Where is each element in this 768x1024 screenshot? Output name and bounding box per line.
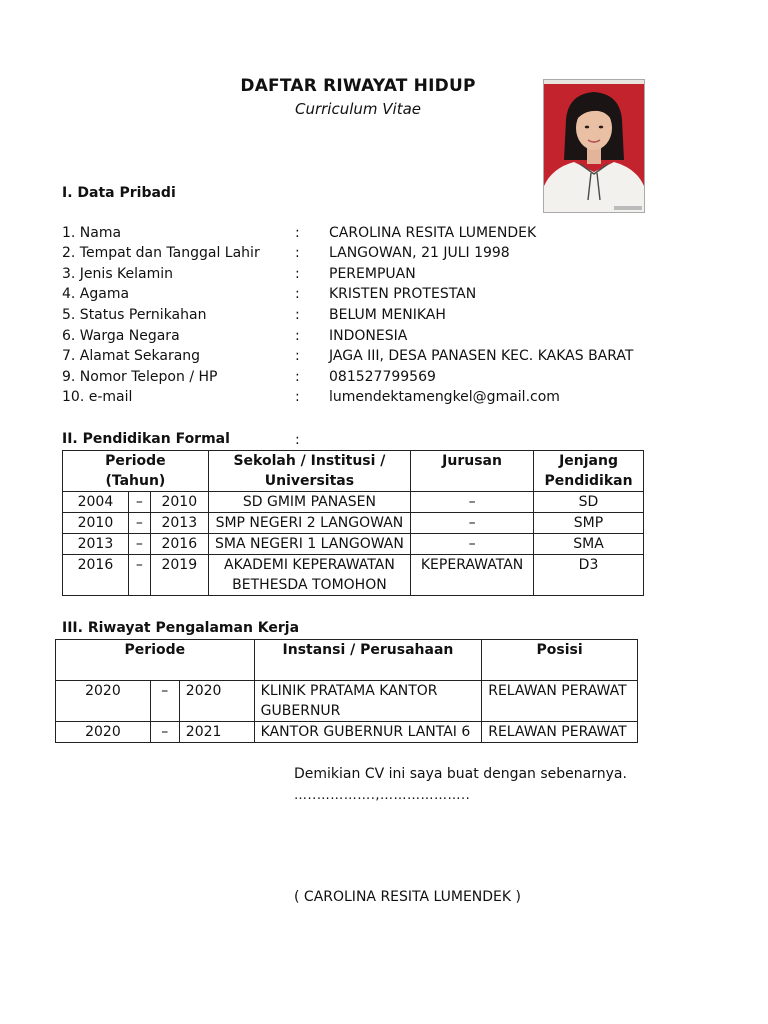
signature-name: ( CAROLINA RESITA LUMENDEK ) — [294, 889, 521, 905]
personal-value: INDONESIA — [329, 328, 408, 344]
email-link[interactable]: lumendektamengkel@gmail.com — [329, 389, 560, 405]
personal-value: LANGOWAN, 21 JULI 1998 — [329, 245, 510, 261]
education-level: SMA — [534, 534, 644, 555]
header-text: Universitas — [264, 473, 355, 489]
position: RELAWAN PERAWAT — [482, 722, 638, 743]
education-period-header — [63, 451, 209, 492]
education-school-header — [208, 451, 410, 492]
period-dash: – — [128, 513, 150, 534]
period-end: 2019 — [150, 555, 208, 596]
table-row — [56, 681, 638, 722]
work-period-header: Periode — [56, 640, 255, 681]
work-table — [55, 639, 638, 743]
period-end: 2013 — [150, 513, 208, 534]
personal-label: 10. e-mail — [62, 389, 133, 405]
header-text: Jurusan — [442, 453, 502, 469]
table-row — [63, 492, 644, 513]
work-header-row — [56, 640, 638, 681]
personal-value: BELUM MENIKAH — [329, 307, 446, 323]
place-date-line: …..………….,……………….. — [294, 788, 471, 803]
school-name — [208, 555, 410, 596]
personal-colon: : — [295, 328, 300, 344]
header-text: Pendidikan — [544, 473, 633, 489]
personal-label: 6. Warga Negara — [62, 328, 180, 344]
period-end: 2010 — [150, 492, 208, 513]
personal-colon: : — [295, 266, 300, 282]
institution-name: KANTOR GUBERNUR LANTAI 6 — [254, 722, 482, 743]
personal-value: PEREMPUAN — [329, 266, 416, 282]
education-table — [62, 450, 644, 596]
table-row — [63, 513, 644, 534]
closing-statement: Demikian CV ini saya buat dengan sebenarnya. — [294, 766, 627, 782]
period-start: 2010 — [63, 513, 129, 534]
personal-colon: : — [295, 307, 300, 323]
institution-line: KLINIK PRATAMA KANTOR — [260, 683, 438, 699]
personal-label: 1. Nama — [62, 225, 122, 241]
major: KEPERAWATAN — [411, 555, 534, 596]
header-text: Jenjang — [559, 453, 618, 469]
major: – — [411, 513, 534, 534]
personal-value: CAROLINA RESITA LUMENDEK — [329, 225, 537, 241]
header-text: Sekolah / Institusi / — [233, 453, 386, 469]
period-start: 2020 — [56, 722, 151, 743]
institution-line: GUBERNUR — [260, 703, 341, 719]
personal-colon: : — [295, 389, 300, 405]
school-name-line: BETHESDA TOMOHON — [232, 577, 387, 593]
school-name: SMA NEGERI 1 LANGOWAN — [208, 534, 410, 555]
period-dash: – — [128, 555, 150, 596]
period-dash: – — [150, 722, 179, 743]
education-major-header — [411, 451, 534, 492]
education-level: SD — [534, 492, 644, 513]
period-dash: – — [150, 681, 179, 722]
period-end: 2020 — [179, 681, 254, 722]
personal-label: 3. Jenis Kelamin — [62, 266, 174, 282]
personal-label: 2. Tempat dan Tanggal Lahir — [62, 245, 260, 261]
period-start: 2004 — [63, 492, 129, 513]
work-institution-header: Instansi / Perusahaan — [254, 640, 482, 681]
school-name: SD GMIM PANASEN — [208, 492, 410, 513]
period-dash: – — [128, 534, 150, 555]
education-heading: II. Pendidikan Formal — [62, 431, 230, 447]
document-subtitle: Curriculum Vitae — [294, 100, 422, 118]
profile-photo — [543, 79, 645, 213]
work-heading: III. Riwayat Pengalaman Kerja — [62, 620, 300, 636]
table-row — [63, 534, 644, 555]
header-text: (Tahun) — [105, 473, 166, 489]
personal-colon: : — [295, 286, 300, 302]
education-level-header — [534, 451, 644, 492]
period-start: 2020 — [56, 681, 151, 722]
education-level: D3 — [534, 555, 644, 596]
profile-photo-illustration — [544, 80, 644, 212]
personal-value: 081527799569 — [329, 369, 436, 385]
personal-colon: : — [295, 369, 300, 385]
header-text: Periode — [105, 453, 166, 469]
work-position-header: Posisi — [482, 640, 638, 681]
school-name-line: AKADEMI KEPERAWATAN — [224, 557, 395, 573]
period-start: 2016 — [63, 555, 129, 596]
personal-value: KRISTEN PROTESTAN — [329, 286, 477, 302]
institution-name — [254, 681, 482, 722]
personal-label: 7. Alamat Sekarang — [62, 348, 201, 364]
table-row — [63, 555, 644, 596]
period-end: 2021 — [179, 722, 254, 743]
personal-colon: : — [295, 348, 300, 364]
personal-label: 9. Nomor Telepon / HP — [62, 369, 218, 385]
period-start: 2013 — [63, 534, 129, 555]
personal-label: 5. Status Pernikahan — [62, 307, 207, 323]
table-row — [56, 722, 638, 743]
period-end: 2016 — [150, 534, 208, 555]
major: – — [411, 534, 534, 555]
personal-colon: : — [295, 245, 300, 261]
period-dash: – — [128, 492, 150, 513]
position: RELAWAN PERAWAT — [482, 681, 638, 722]
education-level: SMP — [534, 513, 644, 534]
personal-colon: : — [295, 225, 300, 241]
personal-value: JAGA III, DESA PANASEN KEC. KAKAS BARAT — [329, 348, 634, 364]
major: – — [411, 492, 534, 513]
school-name: SMP NEGERI 2 LANGOWAN — [208, 513, 410, 534]
education-header-row — [63, 451, 644, 492]
personal-data-heading: I. Data Pribadi — [62, 185, 176, 201]
document-title: DAFTAR RIWAYAT HIDUP — [240, 76, 476, 96]
personal-label: 4. Agama — [62, 286, 130, 302]
education-colon: : — [295, 432, 300, 448]
